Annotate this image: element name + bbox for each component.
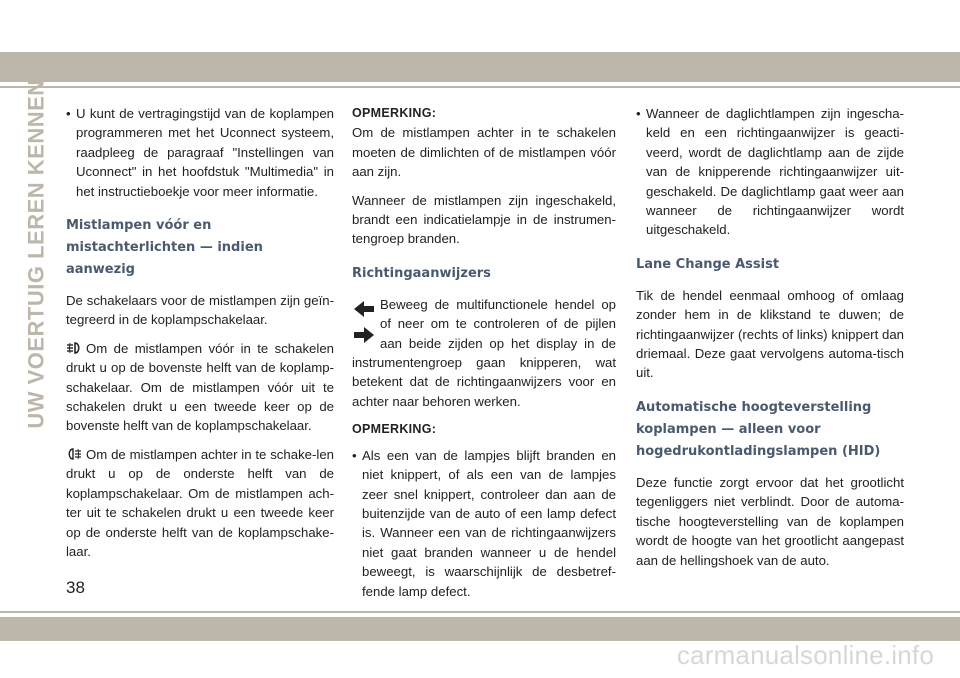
front-fog-lamp-icon [66,342,82,354]
note-text: Om de mistlampen achter in te schakelen moeten de dimlichten of de mistlampen vóór aan zijn. [352,125,616,180]
side-tab-label: UW VOERTUIG LEREN KENNEN [24,79,50,429]
section-heading-headlamp-leveling: Automatische hoogteverstelling koplampen — alleen voor hogedrukontladingslampen (HID) [636,399,881,459]
paragraph-front-fog [66,339,334,436]
paragraph: De schakelaars voor de mistlampen zijn geïn-tegreerd in de koplampschakelaar. [66,293,334,328]
paragraph-rear-fog [66,445,334,561]
section-heading-turn-signals: Richtingaanwijzers [352,265,491,281]
turn-signals-text: Beweeg de multifunctionele hendel op of neer om te controleren of de pijlen aan beide zijden op het display in de instrumentengroep gaan knipperen, wat betekent dat de richtingaanwijzers voor en achter naar behoren werken. [352,296,616,409]
page-number: 38 [66,578,85,597]
section-side-tab [22,79,52,429]
header-stripe [0,52,960,82]
header-rule [0,86,960,88]
header-band [0,0,960,82]
section-heading-fog-lamps: Mistlampen vóór en mistachterlichten — indien aanwezig [66,218,263,278]
turn-signal-arrows-icon [352,299,376,349]
note-label: OPMERKING: [352,106,437,120]
column-3 [636,104,904,579]
list-item: • U kunt de vertragingstijd van de koplampen programmeren met het Uconnect systeem, raadpleeg de paragraaf "Instellingen van Uconnect" in het hoofdstuk "Multimedia" in het instructieboekje voor meer informatie. [66,104,334,201]
section-heading-lane-change: Lane Change Assist [636,256,780,272]
paragraph: Wanneer de mistlampen zijn ingeschakeld, brandt een indicatielampje in de instrumen-tengroep branden. [352,192,616,247]
rear-fog-text: Om de mistlampen achter in te schake-len drukt u op de onderste helft van de koplampschakelaar. Om de mistlampen ach-ter uit te schakelen drukt u een tweede keer op de onderste helft van de koplampschake-laar. [66,446,334,559]
column-2 [352,104,616,610]
paragraph: Deze functie zorgt ervoor dat het grootlicht tegenliggers niet verblindt. Door de automa-tische hoogteverstelling van de koplampen wordt de hoogte van het grootlicht aangepast aan de hellingshoek van de auto. [636,474,904,568]
footer-stripe [0,617,960,641]
watermark: carmanualsonline.info [676,640,934,670]
front-fog-text: Om de mistlampen vóór in te schakelen drukt u op de bovenste helft van de koplamp-schakelaar. Om de mistlampen vóór uit te schakelen drukt u een tweede keer op de bovenste helft van de koplampschakelaar. [66,340,334,434]
paragraph-turn-signals [352,295,616,411]
note-label: OPMERKING: [352,422,437,437]
paragraph: Tik de hendel eenmaal omhoog of omlaag zonder hem in de klikstand te duwen; de richtingaanwijzer (rechts of links) knippert dan driemaal. Deze gaat vervolgens automa-tisch uit. [636,287,904,381]
footer-rule [0,611,960,613]
list-item: • Wanneer de daglichtlampen zijn ingescha-keld en een richtingaanwijzer is geacti-veerd, wordt de daglichtlamp aan de zijde van de knipperende richtingaanwijzer uit-geschakeld. De daglichtlamp gaat weer aan wanneer de richtingaanwijzer wordt uitgeschakeld. [636,104,904,240]
list-item: • Als een van de lampjes blijft branden en niet knippert, of als een van de lampjes zeer snel knippert, controleer dan aan de buitenzijde van de auto of een lamp defect is. Wanneer een van de richtingaanwijzers niet gaat branden wanneer u de hendel beweegt, is waarschijnlijk de desbetref-fende lamp defect. [352,446,616,601]
rear-fog-lamp-icon [66,448,82,460]
column-1 [66,104,334,570]
